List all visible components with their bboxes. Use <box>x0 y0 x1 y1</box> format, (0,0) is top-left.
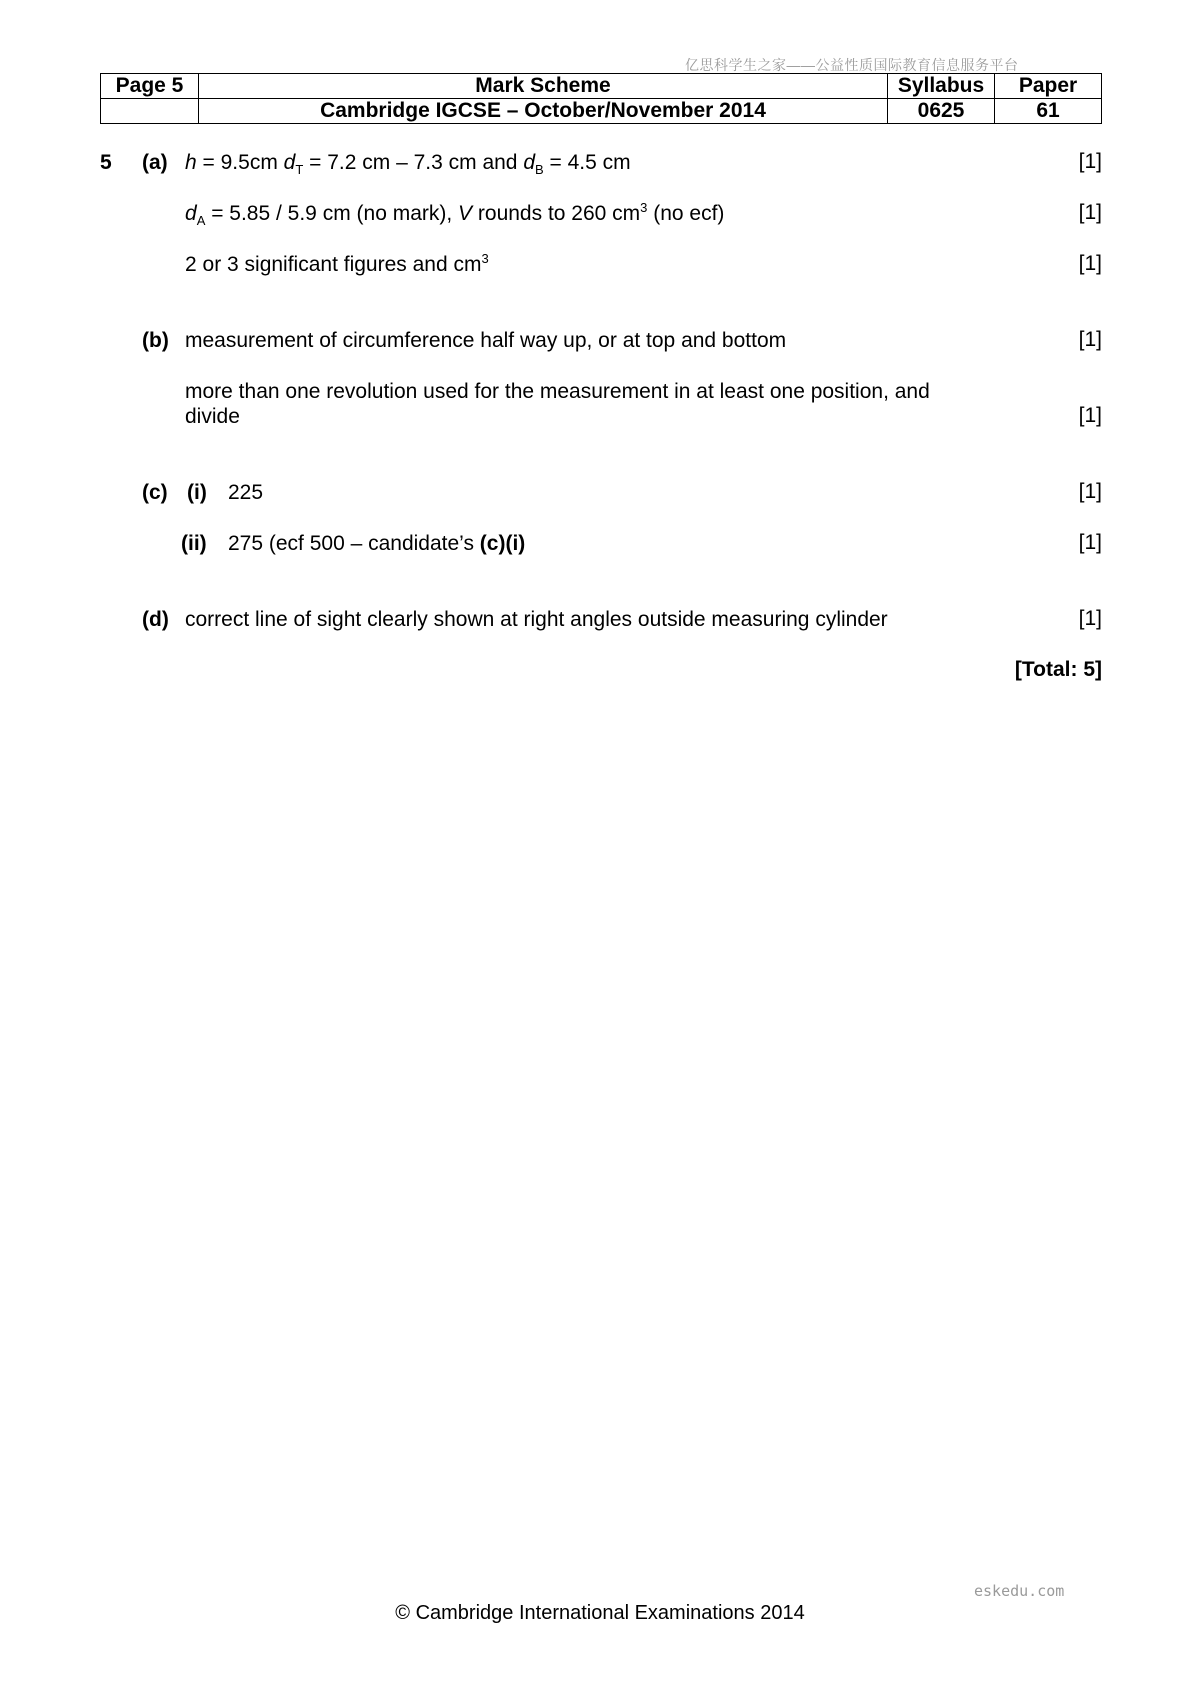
part-d-answer: correct line of sight clearly shown at right angles outside measuring cylinder <box>185 608 888 631</box>
mark: [1] <box>1078 150 1102 173</box>
paper-label: Paper <box>995 74 1102 99</box>
copyright-footer: © Cambridge International Examinations 2014 <box>395 1602 805 1624</box>
part-a-line-3: 2 or 3 significant figures and $cm^3$ <box>185 251 489 276</box>
header-title: Mark Scheme <box>199 74 888 99</box>
header-empty-cell <box>101 99 199 124</box>
header-table <box>100 73 1102 124</box>
part-c-label: (c) <box>142 481 168 504</box>
mark: [1] <box>1078 480 1102 503</box>
part-b-line-2a: more than one revolution used for the measurement in at least one position, and <box>185 380 930 403</box>
syllabus-code: 0625 <box>888 99 995 124</box>
part-c-i-answer: 225 <box>228 481 264 504</box>
part-c-ii-label: (ii) <box>181 532 207 555</box>
mark: [1] <box>1078 607 1102 630</box>
part-c-ii-answer: 275 (ecf 500 – candidate’s (c)(i) <box>228 532 526 555</box>
part-a-label: (a) <box>142 151 168 174</box>
exam-name: Cambridge IGCSE – October/November 2014 <box>199 99 888 124</box>
mark: [1] <box>1078 531 1102 554</box>
watermark-url: eskedu.com <box>974 1582 1065 1600</box>
part-b-label: (b) <box>142 329 169 352</box>
part-b-line-1: measurement of circumference half way up, or at top and bottom <box>185 329 787 352</box>
part-b-line-2b: divide <box>185 405 240 428</box>
mark: [1] <box>1078 252 1102 275</box>
watermark-text: 亿思科学生之家——公益性质国际教育信息服务平台 <box>685 57 1019 73</box>
part-a-line-1: h = 9.5cm $d_T = 7.2$ cm – 7.3 cm and $d_B = 4.5$ cm <box>185 151 631 178</box>
mark: [1] <box>1078 404 1102 427</box>
page-number: Page 5 <box>101 74 199 99</box>
question-number: 5 <box>100 151 112 174</box>
part-d-label: (d) <box>142 608 169 631</box>
part-a-line-2: $d_A = 5.85 / 5.9$ cm (no mark), V rounds to 260 $cm^3$ (no ecf) <box>185 200 725 229</box>
syllabus-label: Syllabus <box>888 74 995 99</box>
mark: [1] <box>1078 201 1102 224</box>
total-marks: [Total: 5] <box>1014 658 1102 681</box>
paper-number: 61 <box>995 99 1102 124</box>
mark: [1] <box>1078 328 1102 351</box>
part-c-i-label: (i) <box>187 481 207 504</box>
